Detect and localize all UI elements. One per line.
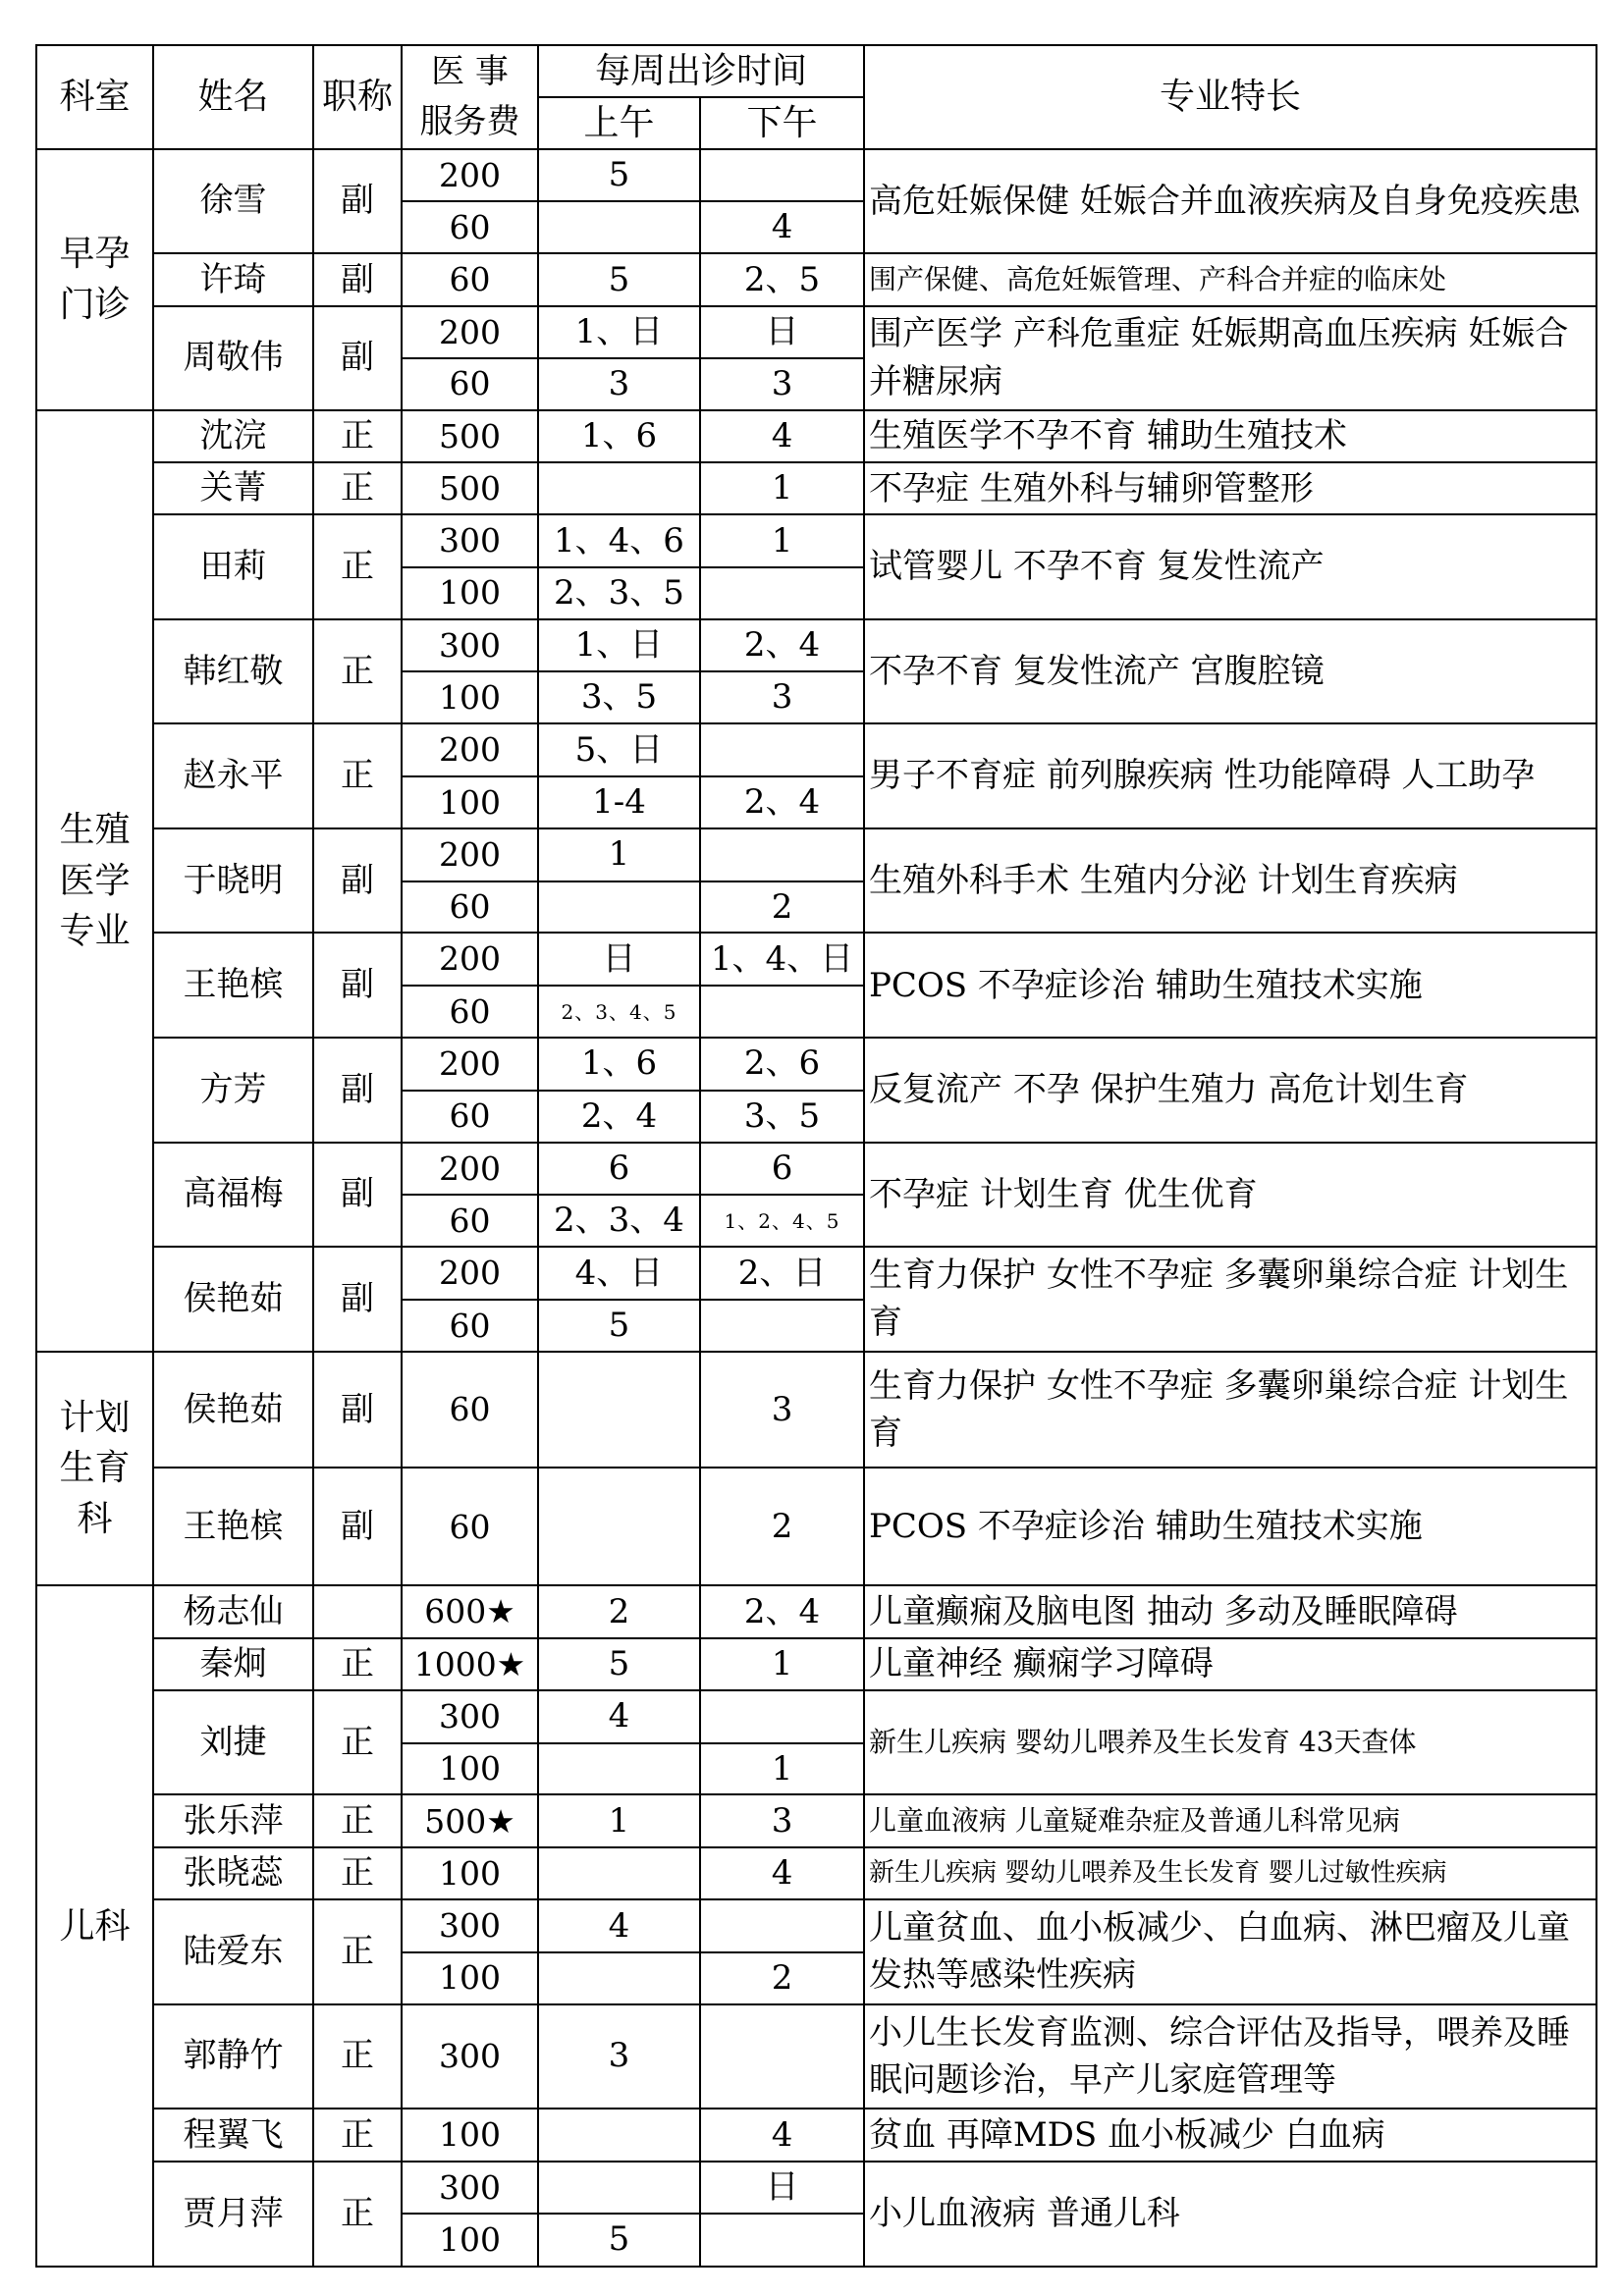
pm-cell: 日 xyxy=(700,306,864,358)
doctor-title xyxy=(313,1585,402,1638)
am-cell: 1 xyxy=(538,1794,700,1847)
pm-cell: 6 xyxy=(700,1143,864,1196)
pm-cell: 3 xyxy=(700,671,864,723)
table-row xyxy=(36,410,1596,463)
table-row xyxy=(36,1690,1596,1743)
table-row xyxy=(36,933,1596,986)
specialty-cell: 儿童神经 癫痫学习障碍 xyxy=(864,1638,1596,1690)
fee-cell: 200 xyxy=(402,828,538,881)
table-row xyxy=(36,1794,1596,1847)
am-cell xyxy=(538,1847,700,1899)
pm-cell: 2、6 xyxy=(700,1038,864,1091)
fee-cell: 60 xyxy=(402,358,538,410)
pm-cell xyxy=(700,1300,864,1352)
doctor-name: 赵永平 xyxy=(153,723,313,828)
doctor-title: 正 xyxy=(313,723,402,828)
am-cell: 3、5 xyxy=(538,671,700,723)
specialty-cell: 新生儿疾病 婴幼儿喂养及生长发育 43天查体 xyxy=(864,1690,1596,1795)
fee-cell: 60 xyxy=(402,1468,538,1585)
fee-cell: 200 xyxy=(402,306,538,358)
dept-cell xyxy=(36,1585,153,2267)
header-pm: 下午 xyxy=(700,97,864,149)
am-cell: 4 xyxy=(538,1899,700,1952)
fee-cell: 100 xyxy=(402,567,538,619)
specialty-cell: 新生儿疾病 婴幼儿喂养及生长发育 婴儿过敏性疾病 xyxy=(864,1847,1596,1899)
pm-cell: 3 xyxy=(700,1794,864,1847)
specialty-cell: 生育力保护 女性不孕症 多囊卵巢综合症 计划生育 xyxy=(864,1247,1596,1352)
header-am: 上午 xyxy=(538,97,700,149)
pm-cell xyxy=(700,723,864,776)
pm-cell: 4 xyxy=(700,410,864,463)
am-cell: 1、6 xyxy=(538,1038,700,1091)
doctor-name: 贾月萍 xyxy=(153,2162,313,2267)
table-row xyxy=(36,149,1596,202)
am-cell: 2 xyxy=(538,1585,700,1638)
fee-cell: 60 xyxy=(402,253,538,306)
fee-cell: 100 xyxy=(402,1743,538,1795)
dept-label: 儿科 xyxy=(59,1905,131,1947)
doctor-title: 正 xyxy=(313,410,402,463)
am-cell: 1、日 xyxy=(538,306,700,358)
am-cell: 5 xyxy=(538,1300,700,1352)
am-cell: 5 xyxy=(538,149,700,202)
doctor-name: 程翼飞 xyxy=(153,2109,313,2162)
pm-cell xyxy=(700,2004,864,2109)
am-cell: 5 xyxy=(538,2214,700,2267)
header-specialty: 专业特长 xyxy=(864,45,1596,149)
am-cell: 1 xyxy=(538,828,700,881)
specialty-cell: 男子不育症 前列腺疾病 性功能障碍 人工助孕 xyxy=(864,723,1596,828)
doctor-name: 方芳 xyxy=(153,1038,313,1143)
doctor-name: 韩红敬 xyxy=(153,619,313,724)
fee-cell: 200 xyxy=(402,1247,538,1300)
dept-label: 计划 生育 科 xyxy=(59,1398,131,1539)
pm-cell: 3 xyxy=(700,358,864,410)
fee-cell: 1000★ xyxy=(402,1638,538,1690)
fee-cell: 100 xyxy=(402,776,538,828)
table-row xyxy=(36,2162,1596,2214)
doctor-name: 王艳槟 xyxy=(153,933,313,1038)
dept-label: 早孕 门诊 xyxy=(59,234,131,325)
dept-cell xyxy=(36,149,153,410)
fee-cell: 300 xyxy=(402,1690,538,1743)
doctor-title: 副 xyxy=(313,1247,402,1352)
header-schedule: 每周出诊时间 xyxy=(538,45,864,97)
fee-cell: 60 xyxy=(402,1352,538,1468)
pm-cell: 1 xyxy=(700,462,864,514)
pm-cell: 1、2、4、5 xyxy=(700,1195,864,1247)
doctor-title: 正 xyxy=(313,462,402,514)
specialty-cell: PCOS 不孕症诊治 辅助生殖技术实施 xyxy=(864,933,1596,1038)
doctor-name: 周敬伟 xyxy=(153,306,313,410)
pm-cell: 4 xyxy=(700,201,864,253)
pm-cell xyxy=(700,986,864,1038)
pm-cell: 4 xyxy=(700,1847,864,1899)
pm-cell: 1 xyxy=(700,514,864,567)
table-row xyxy=(36,253,1596,306)
table-row xyxy=(36,1247,1596,1300)
doctor-name: 刘捷 xyxy=(153,1690,313,1795)
specialty-cell: 小儿生长发育监测、综合评估及指导，喂养及睡眠问题诊治，早产儿家庭管理等 xyxy=(864,2004,1596,2109)
doctor-name: 于晓明 xyxy=(153,828,313,934)
table-row xyxy=(36,2109,1596,2162)
am-cell xyxy=(538,1743,700,1795)
doctor-name: 沈浣 xyxy=(153,410,313,463)
doctor-title: 副 xyxy=(313,1352,402,1468)
am-cell: 1、日 xyxy=(538,619,700,672)
specialty-cell: 围产医学 产科危重症 妊娠期高血压疾病 妊娠合并糖尿病 xyxy=(864,306,1596,410)
doctor-title: 副 xyxy=(313,149,402,254)
am-cell: 4、日 xyxy=(538,1247,700,1300)
pm-cell xyxy=(700,149,864,202)
am-cell xyxy=(538,2109,700,2162)
doctor-title: 副 xyxy=(313,828,402,934)
doctor-name: 侯艳茹 xyxy=(153,1247,313,1352)
fee-cell: 60 xyxy=(402,1195,538,1247)
am-cell: 2、4 xyxy=(538,1091,700,1143)
fee-cell: 300 xyxy=(402,2162,538,2214)
table-row xyxy=(36,1468,1596,1585)
am-cell xyxy=(538,201,700,253)
specialty-cell: 试管婴儿 不孕不育 复发性流产 xyxy=(864,514,1596,619)
pm-cell: 4 xyxy=(700,2109,864,2162)
pm-cell: 2、4 xyxy=(700,1585,864,1638)
table-row xyxy=(36,1899,1596,1952)
pm-cell: 1 xyxy=(700,1638,864,1690)
pm-cell xyxy=(700,2214,864,2267)
am-cell xyxy=(538,1468,700,1585)
fee-cell: 300 xyxy=(402,514,538,567)
doctor-title: 正 xyxy=(313,2162,402,2267)
pm-cell: 2、4 xyxy=(700,619,864,672)
pm-cell: 3 xyxy=(700,1352,864,1468)
pm-cell: 1 xyxy=(700,1743,864,1795)
fee-cell: 100 xyxy=(402,1952,538,2004)
am-cell: 6 xyxy=(538,1143,700,1196)
specialty-cell: 不孕不育 复发性流产 宫腹腔镜 xyxy=(864,619,1596,724)
table-row xyxy=(36,1143,1596,1196)
table-row xyxy=(36,514,1596,567)
doctor-name: 高福梅 xyxy=(153,1143,313,1248)
am-cell: 1、4、6 xyxy=(538,514,700,567)
specialty-cell: 儿童贫血、血小板减少、白血病、淋巴瘤及儿童发热等感染性疾病 xyxy=(864,1899,1596,2004)
fee-cell: 300 xyxy=(402,1899,538,1952)
header-fee-text: 医 事 服务费 xyxy=(419,51,520,141)
fee-cell: 200 xyxy=(402,723,538,776)
doctor-title: 副 xyxy=(313,1038,402,1143)
doctor-title: 副 xyxy=(313,933,402,1038)
doctor-title: 副 xyxy=(313,306,402,410)
fee-cell: 200 xyxy=(402,1038,538,1091)
pm-cell xyxy=(700,1690,864,1743)
fee-cell: 100 xyxy=(402,2214,538,2267)
table-row xyxy=(36,1638,1596,1690)
pm-cell: 2 xyxy=(700,1952,864,2004)
specialty-cell: 小儿血液病 普通儿科 xyxy=(864,2162,1596,2267)
table-row xyxy=(36,723,1596,776)
doctor-name: 郭静竹 xyxy=(153,2004,313,2109)
am-cell xyxy=(538,1352,700,1468)
pm-cell: 3、5 xyxy=(700,1091,864,1143)
am-cell: 2、3、5 xyxy=(538,567,700,619)
specialty-cell: 围产保健、高危妊娠管理、产科合并症的临床处 xyxy=(864,253,1596,306)
specialty-cell: 生殖外科手术 生殖内分泌 计划生育疾病 xyxy=(864,828,1596,934)
fee-cell: 300 xyxy=(402,619,538,672)
am-cell xyxy=(538,881,700,934)
doctor-title: 正 xyxy=(313,1690,402,1795)
doctor-title: 正 xyxy=(313,1794,402,1847)
doctor-name: 陆爱东 xyxy=(153,1899,313,2004)
pm-cell: 1、4、日 xyxy=(700,933,864,986)
specialty-cell: 生育力保护 女性不孕症 多囊卵巢综合症 计划生育 xyxy=(864,1352,1596,1468)
fee-cell: 100 xyxy=(402,1847,538,1899)
table-row xyxy=(36,306,1596,358)
am-cell: 5 xyxy=(538,253,700,306)
table-row xyxy=(36,462,1596,514)
pm-cell: 日 xyxy=(700,2162,864,2214)
specialty-cell: 生殖医学不孕不育 辅助生殖技术 xyxy=(864,410,1596,463)
fee-cell: 60 xyxy=(402,986,538,1038)
table-row xyxy=(36,828,1596,881)
fee-cell: 60 xyxy=(402,1300,538,1352)
doctor-name: 徐雪 xyxy=(153,149,313,254)
pm-cell: 2、日 xyxy=(700,1247,864,1300)
pm-cell: 2、5 xyxy=(700,253,864,306)
table-row xyxy=(36,1352,1596,1468)
specialty-cell: 不孕症 计划生育 优生优育 xyxy=(864,1143,1596,1248)
am-cell: 5 xyxy=(538,1638,700,1690)
doctor-name: 王艳槟 xyxy=(153,1468,313,1585)
specialty-cell: PCOS 不孕症诊治 辅助生殖技术实施 xyxy=(864,1468,1596,1585)
fee-cell: 200 xyxy=(402,1143,538,1196)
am-cell: 2、3、4 xyxy=(538,1195,700,1247)
am-cell: 1-4 xyxy=(538,776,700,828)
fee-cell: 100 xyxy=(402,2109,538,2162)
am-cell: 4 xyxy=(538,1690,700,1743)
fee-cell: 500★ xyxy=(402,1794,538,1847)
clinic-schedule-table xyxy=(35,44,1597,2268)
table-row xyxy=(36,1847,1596,1899)
specialty-cell: 儿童癫痫及脑电图 抽动 多动及睡眠障碍 xyxy=(864,1585,1596,1638)
specialty-cell: 反复流产 不孕 保护生殖力 高危计划生育 xyxy=(864,1038,1596,1143)
fee-cell: 200 xyxy=(402,933,538,986)
dept-label: 生殖 医学 专业 xyxy=(59,810,131,951)
doctor-title: 正 xyxy=(313,1899,402,2004)
am-cell: 2、3、4、5 xyxy=(538,986,700,1038)
pm-cell: 2、4 xyxy=(700,776,864,828)
pm-cell xyxy=(700,828,864,881)
doctor-name: 侯艳茹 xyxy=(153,1352,313,1468)
specialty-cell: 不孕症 生殖外科与辅卵管整形 xyxy=(864,462,1596,514)
fee-cell: 500 xyxy=(402,462,538,514)
fee-cell: 60 xyxy=(402,201,538,253)
doctor-title: 正 xyxy=(313,619,402,724)
specialty-cell: 儿童血液病 儿童疑难杂症及普通儿科常见病 xyxy=(864,1794,1596,1847)
doctor-title: 副 xyxy=(313,1143,402,1248)
am-cell xyxy=(538,2162,700,2214)
am-cell xyxy=(538,1952,700,2004)
fee-cell: 200 xyxy=(402,149,538,202)
am-cell: 1、6 xyxy=(538,410,700,463)
fee-cell: 60 xyxy=(402,1091,538,1143)
am-cell: 日 xyxy=(538,933,700,986)
am-cell xyxy=(538,462,700,514)
specialty-cell: 高危妊娠保健 妊娠合并血液疾病及自身免疫疾患 xyxy=(864,149,1596,254)
table-row xyxy=(36,1585,1596,1638)
doctor-title: 副 xyxy=(313,1468,402,1585)
pm-cell xyxy=(700,1899,864,1952)
dept-cell xyxy=(36,1352,153,1586)
pm-cell: 2 xyxy=(700,1468,864,1585)
fee-cell: 100 xyxy=(402,671,538,723)
doctor-name: 张乐萍 xyxy=(153,1794,313,1847)
doctor-title: 正 xyxy=(313,1638,402,1690)
doctor-title: 副 xyxy=(313,253,402,306)
fee-cell: 300 xyxy=(402,2004,538,2109)
pm-cell xyxy=(700,567,864,619)
doctor-name: 杨志仙 xyxy=(153,1585,313,1638)
dept-cell xyxy=(36,410,153,1352)
doctor-name: 秦炯 xyxy=(153,1638,313,1690)
doctor-name: 关菁 xyxy=(153,462,313,514)
fee-cell: 500 xyxy=(402,410,538,463)
doctor-title: 正 xyxy=(313,514,402,619)
table-row xyxy=(36,1038,1596,1091)
fee-cell: 60 xyxy=(402,881,538,934)
doctor-name: 张晓蕊 xyxy=(153,1847,313,1899)
pm-cell: 2 xyxy=(700,881,864,934)
doctor-title: 正 xyxy=(313,2004,402,2109)
doctor-title: 正 xyxy=(313,1847,402,1899)
header-dept: 科室 xyxy=(36,45,153,149)
am-cell: 5、日 xyxy=(538,723,700,776)
header-title: 职称 xyxy=(313,45,402,149)
doctor-name: 田莉 xyxy=(153,514,313,619)
header-name: 姓名 xyxy=(153,45,313,149)
header-fee xyxy=(402,45,538,149)
table-row xyxy=(36,619,1596,672)
table-row xyxy=(36,2004,1596,2109)
am-cell: 3 xyxy=(538,2004,700,2109)
am-cell: 3 xyxy=(538,358,700,410)
specialty-cell: 贫血 再障MDS 血小板减少 白血病 xyxy=(864,2109,1596,2162)
fee-cell: 600★ xyxy=(402,1585,538,1638)
doctor-title: 正 xyxy=(313,2109,402,2162)
doctor-name: 许琦 xyxy=(153,253,313,306)
